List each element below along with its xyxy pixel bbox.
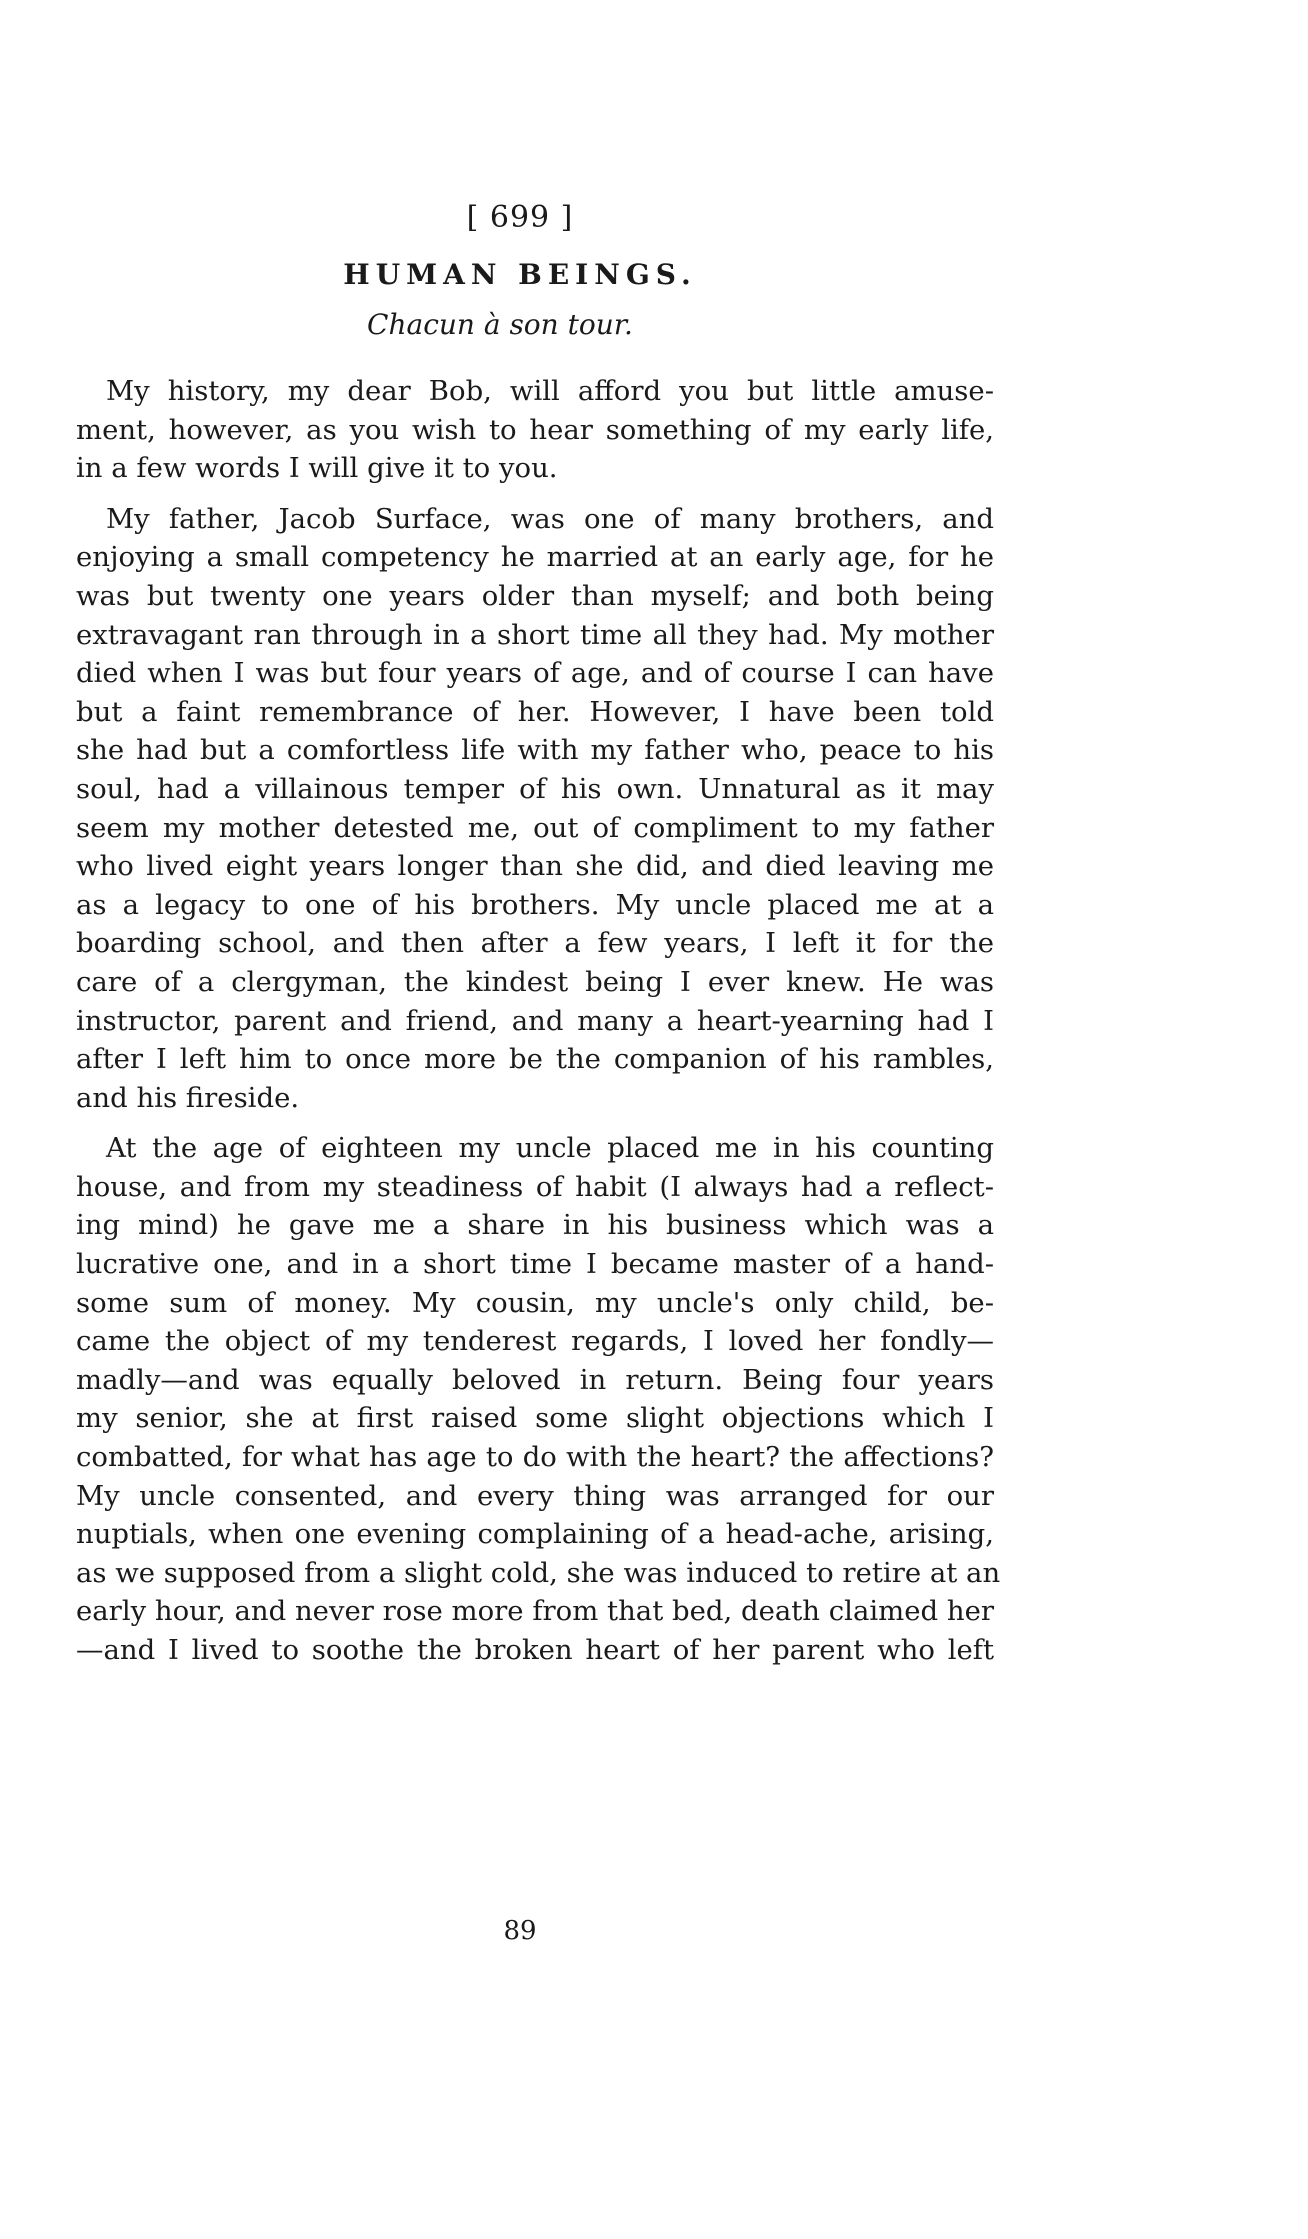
text-line: My uncle consented, and every thing was arranged for our [76,1479,994,1512]
text-line: my senior, she at first raised some slight objections which I [76,1402,994,1435]
text-line: who lived eight years longer than she did, and died leaving me [76,850,994,883]
text-line: boarding school, and then after a few years, I left it for the [76,927,994,960]
text-line: was but twenty one years older than myself; and both being [76,579,994,612]
text-line: My father, Jacob Surface, was one of many brothers, and [106,502,994,535]
signature-mark: 89 [503,1916,537,1946]
text-line: came the object of my tenderest regards, I loved her fondly— [76,1325,994,1358]
text-line: as we supposed from a slight cold, she was induced to retire at an [76,1556,1001,1589]
text-line: extravagant ran through in a short time all they had. My mother [76,618,994,651]
text-line: she had but a comfortless life with my father who, peace to his [76,734,994,767]
text-line: after I left him to once more be the companion of his rambles, [76,1043,994,1076]
text-line: care of a clergyman, the kindest being I ever knew. He was [76,965,994,998]
text-line: as a legacy to one of his brothers. My uncle placed me at a [76,888,994,921]
text-line: —and I lived to soothe the broken heart of her parent who left [76,1634,994,1666]
text-line: combatted, for what has age to do with the heart? the affections? [76,1441,994,1474]
motto: Chacun à son tour. [367,308,633,341]
text-line: nuptials, when one evening complaining of a head-ache, arising, [76,1518,994,1551]
body-text [76,372,1001,1682]
text-line: lucrative one, and in a short time I became master of a hand- [76,1248,994,1281]
paragraph [76,372,994,488]
text-line: ment, however, as you wish to hear something of my early life, [76,413,994,446]
text-line: and his fireside. [76,1081,300,1114]
text-line: instructor, parent and friend, and many a heart-yearning had I [76,1004,994,1037]
text-line: madly—and was equally beloved in return. Being four years [76,1363,994,1396]
text-line: My history, my dear Bob, will afford you but little amuse- [106,375,994,407]
text-line: At the age of eighteen my uncle placed me in his counting [106,1132,994,1165]
text-line: enjoying a small competency he married at an early age, for he [76,541,994,574]
paragraph [76,500,994,1118]
text-line: soul, had a villainous temper of his own. Unnatural as it may [76,772,994,805]
text-line: died when I was but four years of age, and of course I can have [76,657,994,690]
text-line: early hour, and never rose more from that bed, death claimed her [76,1595,994,1628]
text-line: in a few words I will give it to you. [76,452,558,485]
text-line: ing mind) he gave me a share in his business which was a [76,1209,994,1242]
text-line: house, and from my steadiness of habit (I always had a reflect- [76,1170,994,1203]
text-line: seem my mother detested me, out of compliment to my father [76,811,994,844]
page-number: [ 699 ] [466,200,574,235]
page-title: HUMAN BEINGS. [343,258,697,291]
text-line: some sum of money. My cousin, my uncle's only child, be- [76,1286,994,1319]
text-line: but a faint remembrance of her. However, I have been told [76,695,994,728]
paragraph [76,1129,1001,1669]
